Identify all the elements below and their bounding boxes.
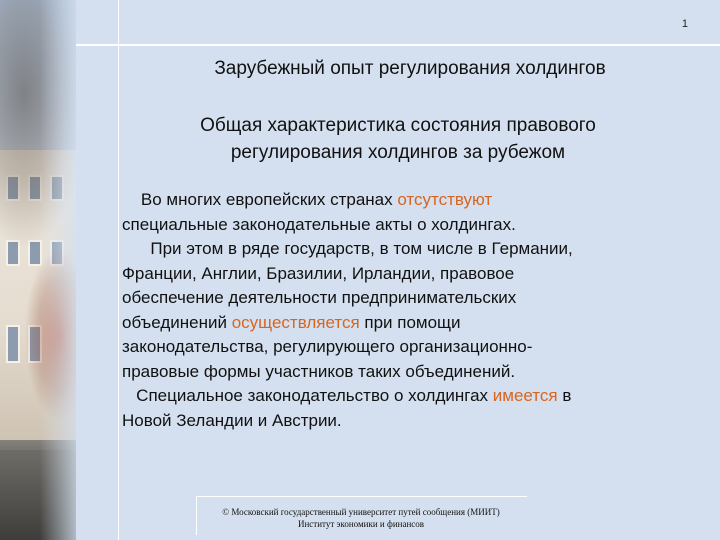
highlight-absent: отсутствуют bbox=[397, 190, 493, 209]
paragraph-2-line-2: Франции, Англии, Бразилии, Ирландии, правовое bbox=[122, 263, 515, 283]
footer-copyright: © Московский государственный университет путей сообщения (МИИТ) bbox=[222, 507, 500, 517]
paragraph-2-text: объединений bbox=[122, 312, 232, 332]
paragraph-2-line-1 bbox=[122, 237, 698, 262]
photo-fade bbox=[40, 0, 76, 540]
paragraph-2-text: При этом в ряде государств, в том числе в Германии, bbox=[150, 239, 573, 258]
subtitle-line-1: Общая характеристика состояния правового bbox=[200, 115, 596, 136]
slide-number: 1 bbox=[681, 18, 688, 30]
paragraph-2-line-6: правовые формы участников таких объединений. bbox=[122, 361, 516, 381]
body-text bbox=[122, 188, 698, 433]
highlight-exists: имеется bbox=[492, 386, 558, 405]
slide-subtitle bbox=[128, 112, 668, 166]
paragraph-2-line-3: обеспечение деятельности предпринимательских bbox=[122, 288, 517, 307]
paragraph-1-text: Во многих европейских странах bbox=[140, 190, 398, 209]
footer-institute: Институт экономики и финансов bbox=[297, 519, 425, 529]
paragraph-1-line-2: специальные законодательные акты о холдингах. bbox=[122, 214, 516, 234]
paragraph-3-text: в bbox=[557, 386, 572, 405]
paragraph-3-line-2: Новой Зеландии и Австрии. bbox=[122, 410, 342, 430]
subtitle-line-2: регулирования холдингов за рубежом bbox=[230, 142, 566, 163]
paragraph-2-line-5: законодательства, регулирующего организационно- bbox=[122, 337, 533, 356]
building-photo bbox=[0, 0, 76, 540]
header-line-top bbox=[76, 44, 720, 46]
paragraph-2-text: при помощи bbox=[359, 312, 461, 332]
paragraph-2-line-4 bbox=[122, 311, 698, 336]
paragraph-3-text: Специальное законодательство о холдингах bbox=[136, 386, 493, 405]
paragraph-1-line-1 bbox=[122, 188, 698, 213]
window bbox=[6, 325, 20, 363]
highlight-carried-out: осуществляется bbox=[231, 312, 360, 332]
slide-title: Зарубежный опыт регулирования холдингов bbox=[214, 58, 606, 79]
paragraph-3-line-1 bbox=[122, 384, 698, 409]
footer bbox=[196, 506, 526, 530]
vertical-guide-line bbox=[118, 0, 119, 540]
